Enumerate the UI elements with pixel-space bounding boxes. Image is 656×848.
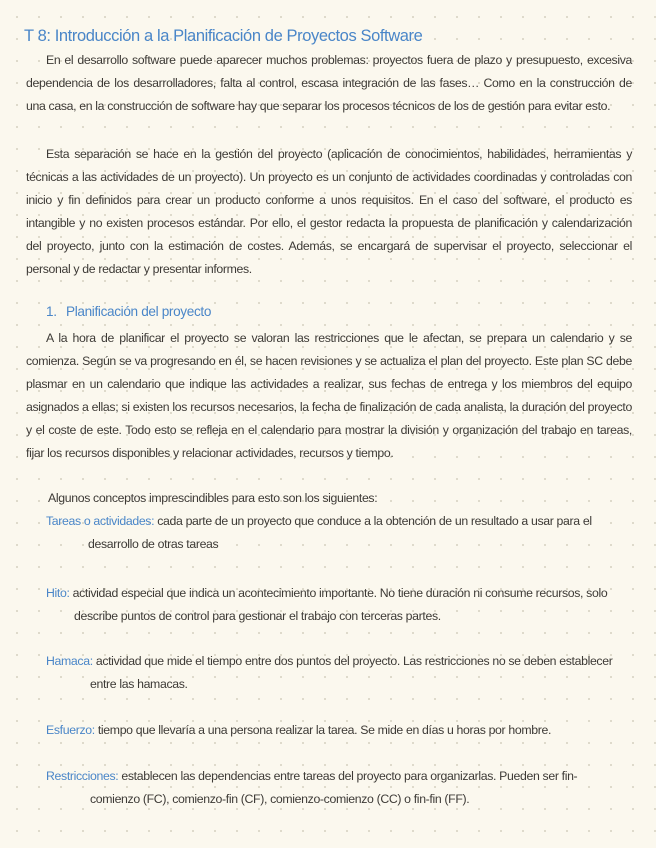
paragraph-line: equipo asignados a ellas; si existen los recursos necesarios, la fecha de finalización de cada analista, la duración bbox=[26, 377, 632, 414]
concept-continuation: desarrollo de otras tareas bbox=[88, 537, 219, 551]
concept-text: actividad especial que indica un acontecimiento importante. No tiene duración ni consume recursos, solo bbox=[69, 586, 608, 600]
concept-continuation: describe puntos de control para gestionar el trabajo con terceras partes. bbox=[74, 609, 441, 623]
concepts-intro: Algunos conceptos imprescindibles para esto son los siguientes: bbox=[48, 491, 378, 505]
concept-term: Tareas o actividades: bbox=[46, 514, 155, 528]
concept-term: Restricciones: bbox=[46, 769, 119, 783]
section-heading-text: Planificación del proyecto bbox=[66, 304, 212, 319]
paragraph-line: del proyecto y el coste de este. Todo esto se refleja en el calendario para mostrar la división y organización del bbox=[26, 400, 632, 437]
concept-text: cada parte de un proyecto que conduce a la obtención de un resultado a usar para el bbox=[154, 514, 592, 528]
paragraph-line: comienza. Según se va progresando en él, se hacen revisiones y se actualiza el plan del proyecto. Este plan SC bbox=[26, 354, 603, 368]
concept-definition bbox=[46, 719, 632, 742]
intro-line: En el desarrollo software puede aparecer muchos problemas: proyectos fuera de plazo y presupuesto, excesiva bbox=[46, 53, 632, 67]
paragraph-line: seleccionar el personal y de redactar y presentar informes. bbox=[26, 239, 632, 276]
intro-line: dependencia de los desarrolladores, falta al control, escasa integración de las fases… Como en la construcción de bbox=[26, 76, 632, 90]
section-number: 1. bbox=[46, 304, 57, 319]
concept-definition bbox=[46, 510, 632, 556]
paragraph-line: Esta separación se hace en la gestión del proyecto (aplicación de conocimientos, habilidades, herramientas y bbox=[46, 147, 632, 161]
concept-definition bbox=[46, 650, 632, 696]
concept-text: tiempo que llevaría a una persona realizar la tarea. Se mide en días u horas por hombre. bbox=[94, 723, 552, 737]
paragraph-line: A la hora de planificar el proyecto se valoran las restricciones que le afectan, se prepara un calendario y se bbox=[46, 331, 632, 345]
concept-term: Hamaca: bbox=[46, 654, 93, 668]
concept-text: establecen las dependencias entre tareas del proyecto para organizarlas. Pueden ser fin- bbox=[118, 769, 578, 783]
concept-definition bbox=[46, 765, 632, 811]
paragraph-line: calendarización del proyecto, junto con la estimación de costes. Además, se encargará de supervisar el proyecto, bbox=[26, 216, 632, 253]
paragraph-line: técnicas a las actividades de un proyecto). Un proyecto es un conjunto de actividades coordinadas y controladas bbox=[26, 170, 610, 184]
concept-definition bbox=[46, 582, 632, 628]
paragraph-line: debe plasmar en un calendario que indique las actividades a realizar, sus fechas de entrega y los miembros del bbox=[26, 354, 632, 391]
paragraph-line: con inicio y fin definidos para crear un producto conforme a unos requisitos. En el caso del software, el producto bbox=[26, 170, 632, 207]
concept-term: Hito: bbox=[46, 586, 70, 600]
intro-line: una casa, en la construcción de software hay que separar los procesos técnicos de los de gestión para evitar esto. bbox=[26, 99, 611, 113]
paragraph-line: trabajo en tareas, fijar los recursos disponibles y relacionar actividades, recursos y tiempo. bbox=[26, 423, 633, 460]
paragraph-line: es intangible y no existen procesos estándar. Por ello, el gestor redacta la propuesta de planificación y bbox=[26, 193, 632, 230]
concept-continuation: entre las hamacas. bbox=[90, 677, 188, 691]
page-title: T 8: Introducción a la Planificación de Proyectos Software bbox=[24, 27, 423, 45]
intro-paragraph bbox=[26, 49, 632, 118]
planning-paragraph bbox=[26, 327, 632, 465]
concept-term: Esfuerzo: bbox=[46, 723, 95, 737]
section-heading bbox=[46, 304, 211, 319]
concept-text: actividad que mide el tiempo entre dos puntos del proyecto. Las restricciones no se deben establecer bbox=[92, 654, 613, 668]
concept-continuation: comienzo (FC), comienzo-fin (CF), comienzo-comienzo (CC) o fin-fin (FF). bbox=[90, 792, 470, 806]
project-management-paragraph bbox=[26, 143, 632, 281]
